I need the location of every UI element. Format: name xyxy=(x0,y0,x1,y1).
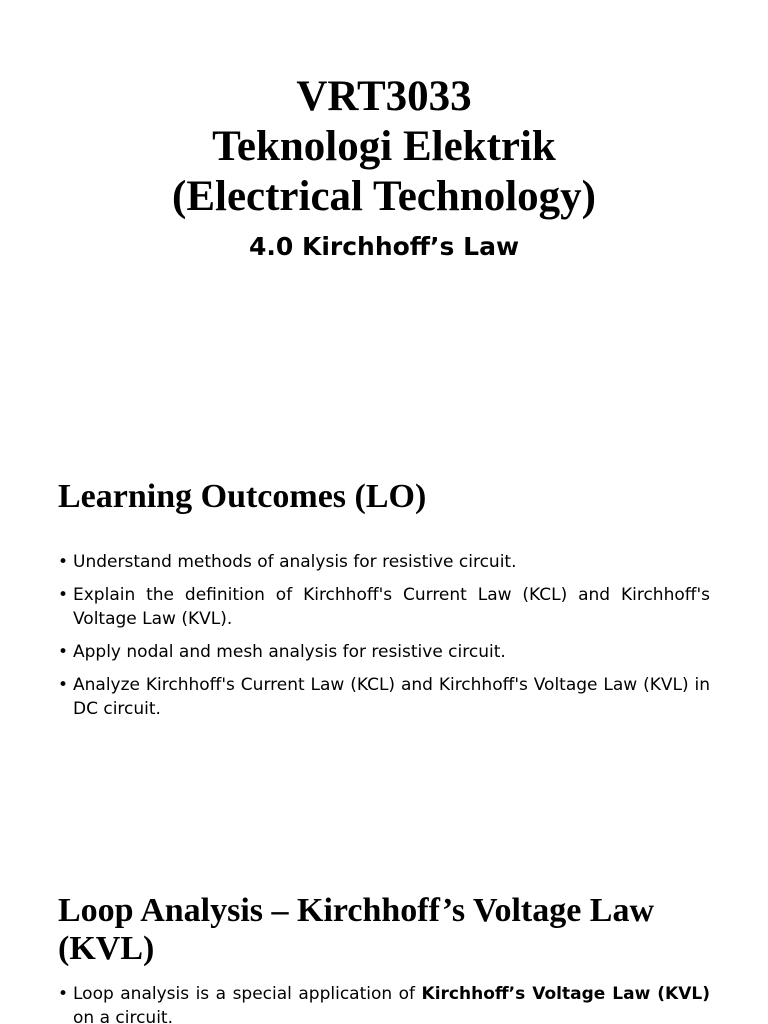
title-slide xyxy=(0,0,768,400)
list-item-text: Apply nodal and mesh analysis for resistive circuit. xyxy=(73,642,506,662)
loop-analysis-list xyxy=(58,982,710,1024)
learning-outcomes-list xyxy=(58,550,710,730)
bullet-icon: • xyxy=(58,585,69,605)
list-item-text: Analyze Kirchhoff's Current Law (KCL) and Kirchhoff's Voltage Law (KVL) in DC circuit. xyxy=(73,675,710,719)
list-item xyxy=(58,673,710,721)
list-item-text-suffix: on a circuit. xyxy=(73,1008,173,1024)
list-item xyxy=(58,583,710,631)
bullet-icon: • xyxy=(58,552,69,572)
topic-subtitle: 4.0 Kirchhoff’s Law xyxy=(248,232,520,261)
list-item xyxy=(58,982,710,1024)
learning-outcomes-heading: Learning Outcomes (LO) xyxy=(58,478,427,515)
list-item xyxy=(58,550,710,574)
kvl-emphasis: Kirchhoff’s Voltage Law (KVL) xyxy=(421,984,710,1004)
bullet-icon: • xyxy=(58,642,69,662)
list-item-text: Understand methods of analysis for resistive circuit. xyxy=(73,552,517,572)
course-code: VRT3033 xyxy=(296,73,472,120)
list-item-text: Explain the definition of Kirchhoff's Current Law (KCL) and Kirchhoff's Voltage Law (KVL). xyxy=(73,585,710,629)
course-name-english: (Electrical Technology) xyxy=(172,173,596,220)
title-block xyxy=(0,72,768,264)
list-item xyxy=(58,640,710,664)
loop-analysis-slide xyxy=(0,880,768,1024)
list-item-text-prefix: Loop analysis is a special application of xyxy=(73,984,422,1004)
bullet-icon: • xyxy=(58,675,69,695)
bullet-icon: • xyxy=(58,984,69,1004)
learning-outcomes-slide xyxy=(0,452,768,842)
loop-analysis-heading: Loop Analysis – Kirchhoff’s Voltage Law (KVL) xyxy=(58,892,655,967)
course-name-malay: Teknologi Elektrik xyxy=(212,123,556,170)
